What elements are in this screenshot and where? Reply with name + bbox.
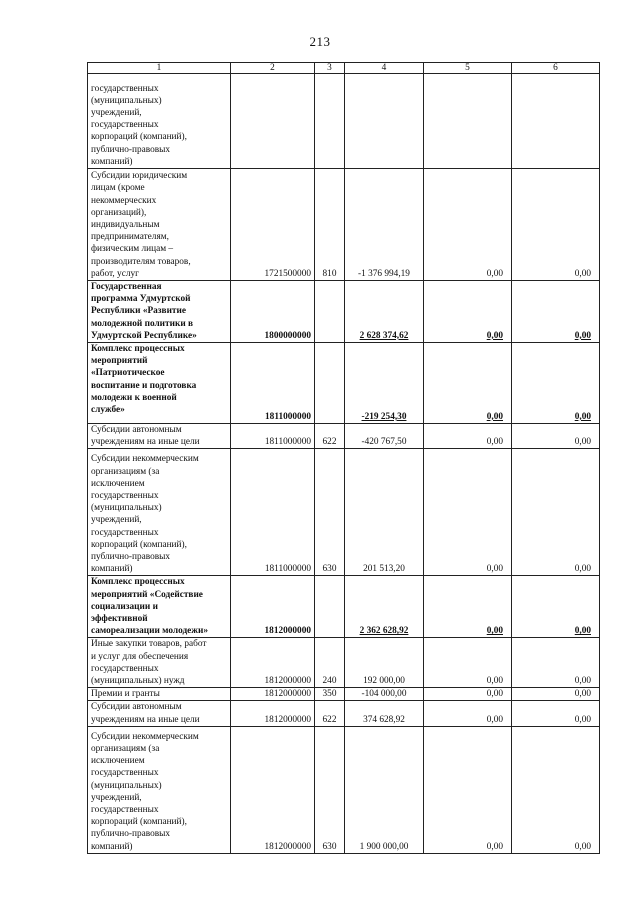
row-value-col5 — [424, 343, 512, 424]
row-code-text: 1812000000 — [264, 689, 311, 700]
row-code-text: 1812000000 — [264, 626, 311, 637]
row-value-col6 — [512, 424, 600, 449]
row-expense-type-text: 630 — [322, 564, 337, 575]
row-expense-type — [315, 576, 345, 638]
row-code — [231, 343, 315, 424]
row-value-col5 — [424, 726, 512, 853]
row-value-col4-text: 201 513,20 — [363, 564, 405, 575]
row-value-col5-text: 0,00 — [486, 268, 503, 279]
row-label-text: Субсидии автономным учреждениям на иные цели — [91, 702, 200, 725]
row-value-col4 — [345, 701, 424, 726]
row-expense-type — [315, 424, 345, 449]
row-expense-type-text: 630 — [322, 841, 337, 852]
row-value-col6 — [512, 449, 600, 576]
row-label-text: Комплекс процессных мероприятий «Патриотическое воспитание и подготовка молодежи к военной службе» — [91, 344, 197, 416]
row-value-col6 — [512, 169, 600, 281]
row-label — [88, 449, 231, 576]
row-value-col4-text: 1 900 000,00 — [359, 841, 409, 852]
row-value-col6 — [512, 726, 600, 853]
row-expense-type-text: 240 — [322, 676, 337, 687]
row-value-col4-text: -420 767,50 — [361, 437, 407, 448]
table-row — [88, 281, 600, 343]
row-value-col4-text: -219 254,30 — [361, 411, 407, 422]
row-code-text: 1812000000 — [264, 714, 311, 725]
row-code-text: 1800000000 — [264, 330, 311, 341]
row-expense-type — [315, 701, 345, 726]
row-value-col5 — [424, 74, 512, 169]
row-code — [231, 169, 315, 281]
row-expense-type — [315, 688, 345, 701]
row-value-col4-text: 2 362 628,92 — [359, 626, 409, 637]
row-value-col4 — [345, 424, 424, 449]
row-label — [88, 638, 231, 688]
row-label-text: Комплекс процессных мероприятий «Содействие социализации и эффективной самореализации молодежи» — [91, 577, 209, 637]
row-value-col4-text: 374 628,92 — [363, 714, 405, 725]
row-code — [231, 576, 315, 638]
row-value-col5-text: 0,00 — [486, 564, 503, 575]
row-value-col6 — [512, 701, 600, 726]
table-row — [88, 449, 600, 576]
row-value-col5 — [424, 688, 512, 701]
row-label — [88, 688, 231, 701]
row-label-text: Субсидии юридическим лицам (кроме некоммерческих организаций), индивидуальным предпринимателям, физическим лицам – производителям товаров, работ, услуг — [91, 171, 191, 279]
row-value-col4-text: -104 000,00 — [361, 689, 407, 700]
row-code — [231, 424, 315, 449]
row-value-col5-text: 0,00 — [486, 330, 503, 341]
row-value-col5-text: 0,00 — [486, 437, 503, 448]
row-value-col4 — [345, 281, 424, 343]
col-header-4: 4 — [345, 63, 424, 74]
row-value-col6 — [512, 281, 600, 343]
row-value-col4 — [345, 343, 424, 424]
row-value-col6-text: 0,00 — [574, 564, 591, 575]
row-label — [88, 701, 231, 726]
row-value-col6-text: 0,00 — [574, 689, 591, 700]
row-label — [88, 281, 231, 343]
row-code-text: 1721500000 — [264, 268, 311, 279]
row-expense-type — [315, 281, 345, 343]
row-expense-type-text: 622 — [322, 714, 337, 725]
row-value-col5-text: 0,00 — [486, 626, 503, 637]
row-code-text: 1811000000 — [264, 564, 311, 575]
row-expense-type — [315, 169, 345, 281]
row-label-text: Премии и гранты — [91, 689, 160, 700]
row-value-col5 — [424, 701, 512, 726]
table-row — [88, 576, 600, 638]
row-code-text: 1811000000 — [264, 437, 311, 448]
table-row — [88, 726, 600, 853]
row-value-col5 — [424, 424, 512, 449]
row-code — [231, 638, 315, 688]
row-expense-type — [315, 726, 345, 853]
col-header-2: 2 — [231, 63, 315, 74]
budget-table — [87, 62, 600, 854]
row-code — [231, 701, 315, 726]
row-value-col6-text: 0,00 — [574, 330, 591, 341]
row-label-text: Субсидии некоммерческим организациям (за исключением государственных (муниципальных) учреждений, государственных корпораций (компаний), публично-правовых компаний) — [91, 454, 199, 575]
row-value-col5 — [424, 449, 512, 576]
row-value-col6 — [512, 576, 600, 638]
table-row — [88, 701, 600, 726]
row-expense-type-text: 622 — [322, 437, 337, 448]
row-value-col4 — [345, 74, 424, 169]
row-expense-type-text: 350 — [322, 689, 337, 700]
row-label — [88, 726, 231, 853]
table-row — [88, 688, 600, 701]
row-label-text: Иные закупки товаров, работ и услуг для обеспечения государственных (муниципальных) нужд — [91, 639, 207, 687]
table-row — [88, 343, 600, 424]
row-value-col4 — [345, 169, 424, 281]
row-value-col4-text: 2 628 374,62 — [359, 330, 409, 341]
row-value-col5 — [424, 638, 512, 688]
row-value-col6 — [512, 688, 600, 701]
row-value-col4-text: 192 000,00 — [363, 676, 405, 687]
table-body — [88, 63, 600, 854]
row-expense-type-text: 810 — [322, 268, 337, 279]
row-value-col6 — [512, 74, 600, 169]
table-row — [88, 74, 600, 169]
row-value-col5-text: 0,00 — [486, 689, 503, 700]
row-value-col6-text: 0,00 — [574, 268, 591, 279]
row-expense-type — [315, 343, 345, 424]
col-header-5: 5 — [424, 63, 512, 74]
row-code — [231, 281, 315, 343]
row-label — [88, 576, 231, 638]
row-value-col6 — [512, 343, 600, 424]
row-value-col4 — [345, 688, 424, 701]
row-value-col5 — [424, 169, 512, 281]
row-code — [231, 449, 315, 576]
row-value-col4 — [345, 726, 424, 853]
row-value-col4-text: -1 376 994,19 — [358, 268, 410, 279]
row-label — [88, 74, 231, 169]
row-value-col5-text: 0,00 — [486, 676, 503, 687]
row-value-col5-text: 0,00 — [486, 411, 503, 422]
row-expense-type — [315, 74, 345, 169]
col-header-6: 6 — [512, 63, 600, 74]
col-header-1: 1 — [88, 63, 231, 74]
col-header-3: 3 — [315, 63, 345, 74]
row-code-text: 1812000000 — [264, 841, 311, 852]
header-row — [88, 63, 600, 74]
row-expense-type — [315, 449, 345, 576]
table-row — [88, 424, 600, 449]
row-value-col4 — [345, 638, 424, 688]
row-value-col5 — [424, 281, 512, 343]
row-label-text: Субсидии автономным учреждениям на иные цели — [91, 425, 200, 448]
row-label — [88, 424, 231, 449]
row-code — [231, 726, 315, 853]
row-value-col6-text: 0,00 — [574, 626, 591, 637]
row-code — [231, 688, 315, 701]
row-label — [88, 169, 231, 281]
row-label-text: государственных (муниципальных) учреждений, государственных корпораций (компаний), публично-правовых компаний) — [91, 83, 187, 167]
row-label — [88, 343, 231, 424]
row-code-text: 1811000000 — [265, 411, 311, 422]
table-row — [88, 169, 600, 281]
page-number: 213 — [309, 34, 331, 49]
row-label-text: Государственная программа Удмуртской Республики «Развитие молодежной политики в Удмуртской Республике» — [91, 282, 197, 341]
row-value-col6-text: 0,00 — [574, 437, 591, 448]
row-value-col6-text: 0,00 — [574, 411, 591, 422]
row-value-col6-text: 0,00 — [574, 714, 591, 725]
row-value-col5 — [424, 576, 512, 638]
row-value-col4 — [345, 449, 424, 576]
row-label-text: Субсидии некоммерческим организациям (за исключением государственных (муниципальных) учреждений, государственных корпораций (компаний), публично-правовых компаний) — [91, 731, 199, 852]
row-value-col5-text: 0,00 — [486, 841, 503, 852]
row-value-col6-text: 0,00 — [574, 841, 591, 852]
table-row — [88, 638, 600, 688]
row-value-col6 — [512, 638, 600, 688]
row-code-text: 1812000000 — [264, 676, 311, 687]
row-value-col4 — [345, 576, 424, 638]
row-code — [231, 74, 315, 169]
row-expense-type — [315, 638, 345, 688]
row-value-col6-text: 0,00 — [574, 676, 591, 687]
row-value-col5-text: 0,00 — [486, 714, 503, 725]
